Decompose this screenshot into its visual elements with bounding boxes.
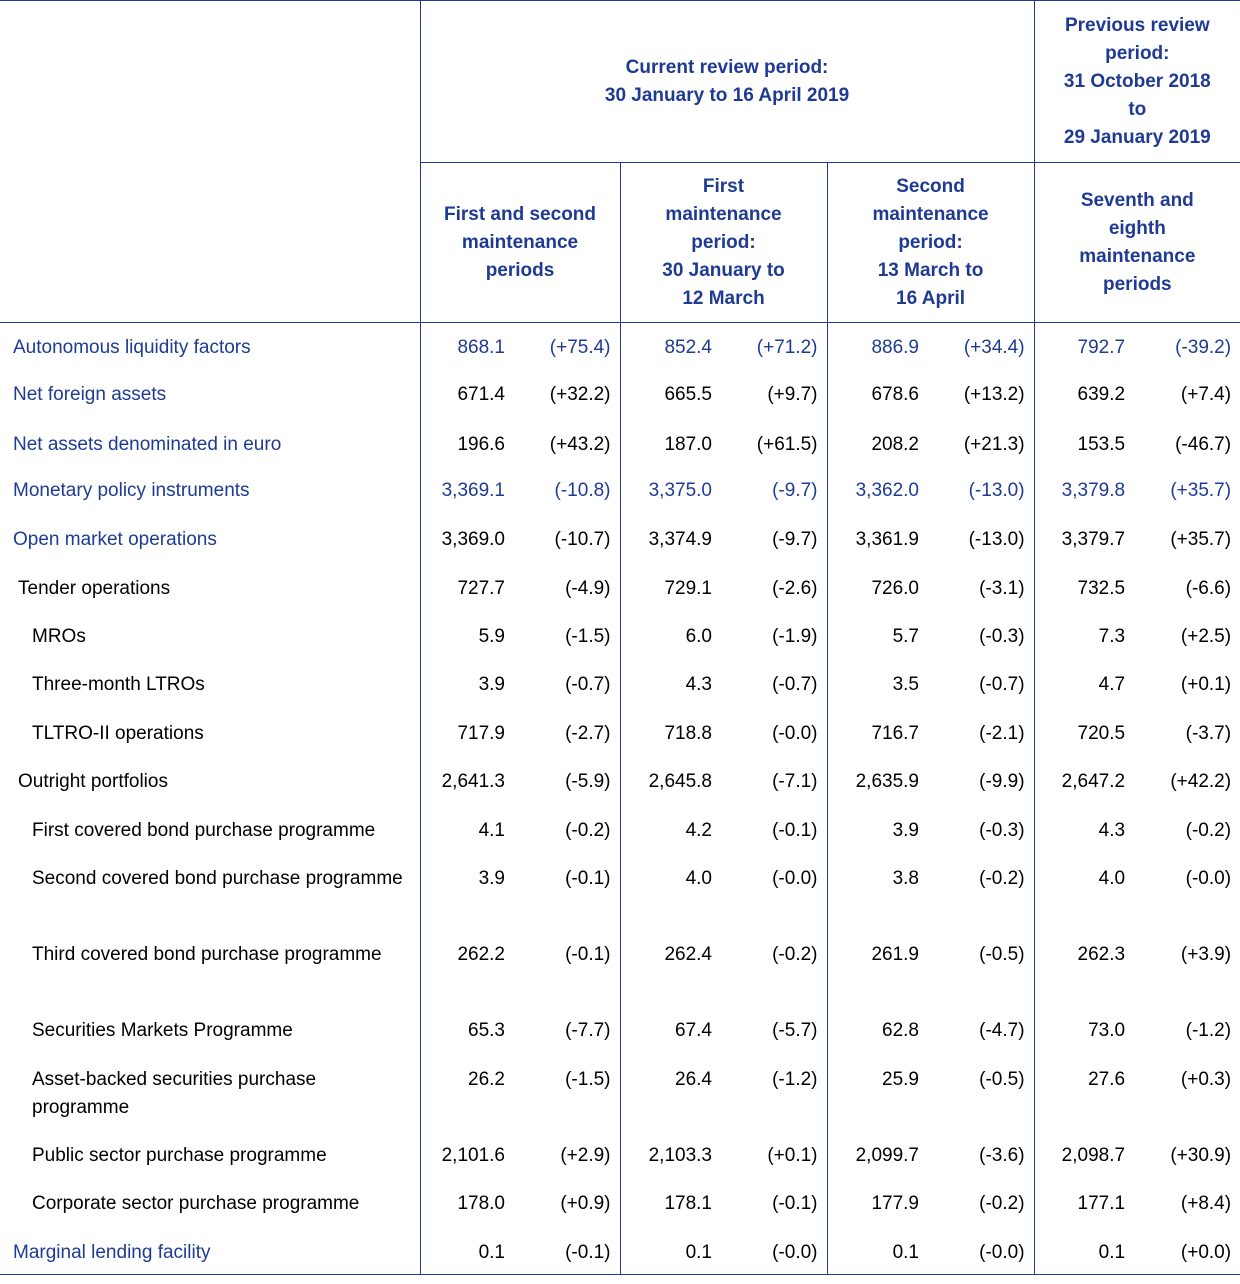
cell-change: (-0.3): [979, 819, 1025, 841]
cell-value: 3.9: [420, 854, 517, 930]
cell-value: 3,374.9: [620, 515, 724, 564]
cell-value: 717.9: [420, 709, 517, 757]
cell-change: (-39.2): [1175, 337, 1232, 358]
row-label: Public sector purchase programme: [32, 1144, 327, 1166]
table-row: [0, 323, 1240, 370]
cell-change: (+0.1): [767, 1144, 818, 1166]
cell-value: 27.6: [1034, 1055, 1137, 1131]
second-period-header: [827, 163, 1034, 323]
cell-change: (-0.1): [772, 1192, 818, 1214]
cell-value: 208.2: [827, 420, 931, 466]
header-stub-2: [0, 163, 420, 323]
cell-value: 25.9: [827, 1055, 931, 1131]
row-label: Asset-backed securities purchase programme: [32, 1068, 317, 1118]
cell-value: 639.2: [1034, 370, 1137, 420]
cell-change: (+0.0): [1137, 1228, 1240, 1275]
cell-change: (+21.3): [963, 433, 1025, 455]
row-label: Third covered bond purchase programme: [32, 943, 382, 965]
row-label: Net foreign assets: [13, 383, 167, 405]
cell-change: (-0.0): [772, 722, 818, 744]
first-period-label: First maintenance period: 30 January to 12 March: [662, 175, 785, 309]
cell-value: 2,103.3: [620, 1131, 724, 1179]
cell-value: 196.6: [420, 420, 517, 466]
cell-change: (+34.4): [963, 337, 1025, 358]
cell-value: 6.0: [620, 612, 724, 660]
cell-value: 3,362.0: [827, 466, 931, 515]
cell-change: (-1.2): [1185, 1019, 1232, 1041]
row-label: Marginal lending facility: [0, 1228, 420, 1275]
cell-change: (-0.5): [979, 1068, 1025, 1090]
cell-value: 2,641.3: [420, 757, 517, 806]
cell-value: 187.0: [620, 420, 724, 466]
row-label: Securities Markets Programme: [32, 1019, 293, 1041]
cell-value: 5.9: [420, 612, 517, 660]
cell-change: (-13.0): [968, 479, 1025, 501]
cell-change: (-0.0): [772, 867, 818, 889]
row-label: TLTRO-II operations: [32, 722, 204, 744]
table-row: [0, 1228, 1240, 1275]
row-label: Monetary policy instruments: [13, 479, 250, 501]
table-body: [0, 323, 1240, 1275]
cell-change: (+13.2): [963, 383, 1025, 405]
cell-value: 886.9: [827, 323, 931, 370]
cell-change: (+75.4): [549, 337, 611, 358]
cell-change: (-0.5): [979, 943, 1025, 965]
cell-value: 62.8: [827, 1006, 931, 1055]
cell-value: 4.0: [1034, 854, 1137, 930]
cell-value: 3.9: [420, 660, 517, 709]
cell-value: 2,647.2: [1034, 757, 1137, 806]
cell-change: (-5.7): [772, 1019, 818, 1041]
cell-change: (-0.2): [772, 943, 818, 965]
cell-change: (-10.8): [554, 479, 611, 501]
row-label: Second covered bond purchase programme: [32, 867, 403, 889]
cell-change: (-9.7): [772, 528, 818, 550]
cell-value: 4.3: [1034, 806, 1137, 854]
cell-value: 177.1: [1034, 1179, 1137, 1228]
table-row: [0, 370, 1240, 420]
cell-value: 718.8: [620, 709, 724, 757]
cell-value: 262.2: [420, 930, 517, 1006]
first-second-periods-header: [420, 163, 620, 323]
cell-value: 0.1: [620, 1228, 724, 1275]
first-second-periods-label: First and second maintenance periods: [443, 203, 597, 281]
cell-value: 3,375.0: [620, 466, 724, 515]
cell-value: 729.1: [620, 564, 724, 612]
cell-change: (-5.9): [565, 770, 611, 792]
table-row: [0, 515, 1240, 564]
cell-value: 0.1: [1034, 1228, 1137, 1275]
cell-change: (-0.1): [565, 867, 611, 889]
table-row: [0, 612, 1240, 660]
seventh-eighth-periods-header: [1034, 163, 1240, 323]
table-row: [0, 420, 1240, 466]
cell-change: (-6.6): [1185, 577, 1232, 599]
cell-value: 3,379.7: [1034, 515, 1137, 564]
cell-value: 868.1: [420, 323, 517, 370]
cell-change: (-1.2): [772, 1068, 818, 1090]
table-row: [0, 1055, 1240, 1131]
cell-value: 852.4: [620, 323, 724, 370]
table-row: [0, 1179, 1240, 1228]
cell-value: 65.3: [420, 1006, 517, 1055]
cell-value: 678.6: [827, 370, 931, 420]
cell-value: 261.9: [827, 930, 931, 1006]
table-row: [0, 564, 1240, 612]
cell-value: 5.7: [827, 612, 931, 660]
cell-change: (-3.6): [979, 1144, 1025, 1166]
cell-change: (+42.2): [1170, 770, 1232, 792]
cell-change: (-0.1): [565, 943, 611, 965]
cell-value: 726.0: [827, 564, 931, 612]
cell-change: (+71.2): [756, 337, 818, 358]
cell-value: 0.1: [827, 1228, 931, 1275]
cell-value: 26.2: [420, 1055, 517, 1131]
table-row: [0, 709, 1240, 757]
cell-change: (-0.1): [517, 1228, 620, 1275]
table-row: [0, 854, 1240, 930]
seventh-eighth-periods-label: Seventh and eighth maintenance periods: [1079, 189, 1196, 295]
cell-change: (-13.0): [968, 528, 1025, 550]
cell-value: 2,099.7: [827, 1131, 931, 1179]
cell-change: (-0.7): [565, 673, 611, 695]
row-label: Open market operations: [13, 528, 217, 550]
cell-change: (+0.3): [1180, 1068, 1232, 1090]
table-row: [0, 1131, 1240, 1179]
cell-value: 262.4: [620, 930, 724, 1006]
cell-change: (-46.7): [1175, 433, 1232, 455]
cell-change: (-0.2): [979, 867, 1025, 889]
cell-value: 2,101.6: [420, 1131, 517, 1179]
cell-change: (-0.0): [724, 1228, 827, 1275]
cell-value: 732.5: [1034, 564, 1137, 612]
cell-value: 153.5: [1034, 420, 1137, 466]
cell-change: (-2.7): [565, 722, 611, 744]
table-row: [0, 806, 1240, 854]
cell-change: (-1.5): [565, 625, 611, 647]
cell-change: (-1.5): [565, 1068, 611, 1090]
cell-change: (-0.1): [772, 819, 818, 841]
cell-value: 671.4: [420, 370, 517, 420]
cell-value: 177.9: [827, 1179, 931, 1228]
cell-change: (+0.1): [1180, 673, 1232, 695]
cell-value: 3.8: [827, 854, 931, 930]
previous-period-label: Previous review period: 31 October 2018 to 29 January 2019: [1063, 14, 1211, 148]
cell-value: 4.0: [620, 854, 724, 930]
cell-value: 3,361.9: [827, 515, 931, 564]
cell-change: (+32.2): [549, 383, 611, 405]
previous-period-header: [1034, 1, 1240, 163]
cell-change: (-0.7): [772, 673, 818, 695]
row-label: Corporate sector purchase programme: [32, 1192, 360, 1214]
cell-change: (-7.1): [772, 770, 818, 792]
cell-value: 665.5: [620, 370, 724, 420]
cell-change: (-3.7): [1185, 722, 1232, 744]
cell-change: (-0.2): [1185, 819, 1232, 841]
cell-change: (-4.9): [565, 577, 611, 599]
cell-change: (+2.5): [1180, 625, 1232, 647]
cell-change: (-0.7): [979, 673, 1025, 695]
cell-value: 3.9: [827, 806, 931, 854]
cell-value: 4.3: [620, 660, 724, 709]
cell-change: (-9.9): [979, 770, 1025, 792]
table-row: [0, 660, 1240, 709]
cell-change: (-0.2): [565, 819, 611, 841]
cell-value: 26.4: [620, 1055, 724, 1131]
first-period-header: [620, 163, 827, 323]
cell-value: 716.7: [827, 709, 931, 757]
header-stub: [0, 1, 420, 163]
row-label: Three-month LTROs: [32, 673, 205, 695]
row-label: MROs: [32, 625, 86, 647]
cell-change: (-2.1): [979, 722, 1025, 744]
cell-change: (-3.1): [979, 577, 1025, 599]
table-row: [0, 1006, 1240, 1055]
cell-change: (-0.2): [979, 1192, 1025, 1214]
cell-change: (-0.0): [931, 1228, 1034, 1275]
cell-value: 2,635.9: [827, 757, 931, 806]
cell-change: (+8.4): [1180, 1192, 1232, 1214]
cell-change: (-1.9): [772, 625, 818, 647]
cell-value: 73.0: [1034, 1006, 1137, 1055]
row-label: Tender operations: [18, 577, 171, 599]
cell-change: (+0.9): [560, 1192, 611, 1214]
cell-change: (+35.7): [1170, 528, 1232, 550]
cell-value: 3,369.1: [420, 466, 517, 515]
table-row: [0, 466, 1240, 515]
cell-value: 3,369.0: [420, 515, 517, 564]
cell-value: 4.7: [1034, 660, 1137, 709]
row-label: Outright portfolios: [18, 770, 168, 792]
cell-change: (+43.2): [549, 433, 611, 455]
cell-value: 262.3: [1034, 930, 1137, 1006]
cell-value: 720.5: [1034, 709, 1137, 757]
cell-change: (-0.0): [1185, 867, 1232, 889]
table-row: [0, 757, 1240, 806]
cell-value: 4.1: [420, 806, 517, 854]
row-label: Autonomous liquidity factors: [13, 337, 251, 358]
cell-value: 0.1: [420, 1228, 517, 1275]
cell-change: (+2.9): [560, 1144, 611, 1166]
cell-change: (-9.7): [772, 479, 818, 501]
cell-change: (+3.9): [1180, 943, 1232, 965]
second-period-label: Second maintenance period: 13 March to 16 April: [872, 175, 989, 309]
cell-change: (-4.7): [979, 1019, 1025, 1041]
cell-value: 727.7: [420, 564, 517, 612]
cell-value: 3.5: [827, 660, 931, 709]
table-row: [0, 930, 1240, 1006]
cell-change: (-7.7): [565, 1019, 611, 1041]
cell-change: (+61.5): [756, 433, 818, 455]
row-label: Net assets denominated in euro: [13, 433, 282, 455]
cell-change: (+30.9): [1170, 1144, 1232, 1166]
cell-value: 4.2: [620, 806, 724, 854]
cell-change: (+9.7): [767, 383, 818, 405]
cell-change: (-2.6): [772, 577, 818, 599]
cell-change: (+35.7): [1170, 479, 1232, 501]
cell-value: 3,379.8: [1034, 466, 1137, 515]
cell-value: 792.7: [1034, 323, 1137, 370]
cell-value: 2,098.7: [1034, 1131, 1137, 1179]
cell-value: 67.4: [620, 1006, 724, 1055]
cell-change: (+7.4): [1180, 383, 1232, 405]
cell-change: (-10.7): [554, 528, 611, 550]
current-period-label: Current review period: 30 January to 16 April 2019: [604, 56, 850, 106]
row-label: First covered bond purchase programme: [32, 819, 376, 841]
cell-value: 178.0: [420, 1179, 517, 1228]
current-period-header: [420, 1, 1034, 163]
cell-value: 178.1: [620, 1179, 724, 1228]
cell-change: (-0.3): [979, 625, 1025, 647]
cell-value: 2,645.8: [620, 757, 724, 806]
cell-value: 7.3: [1034, 612, 1137, 660]
